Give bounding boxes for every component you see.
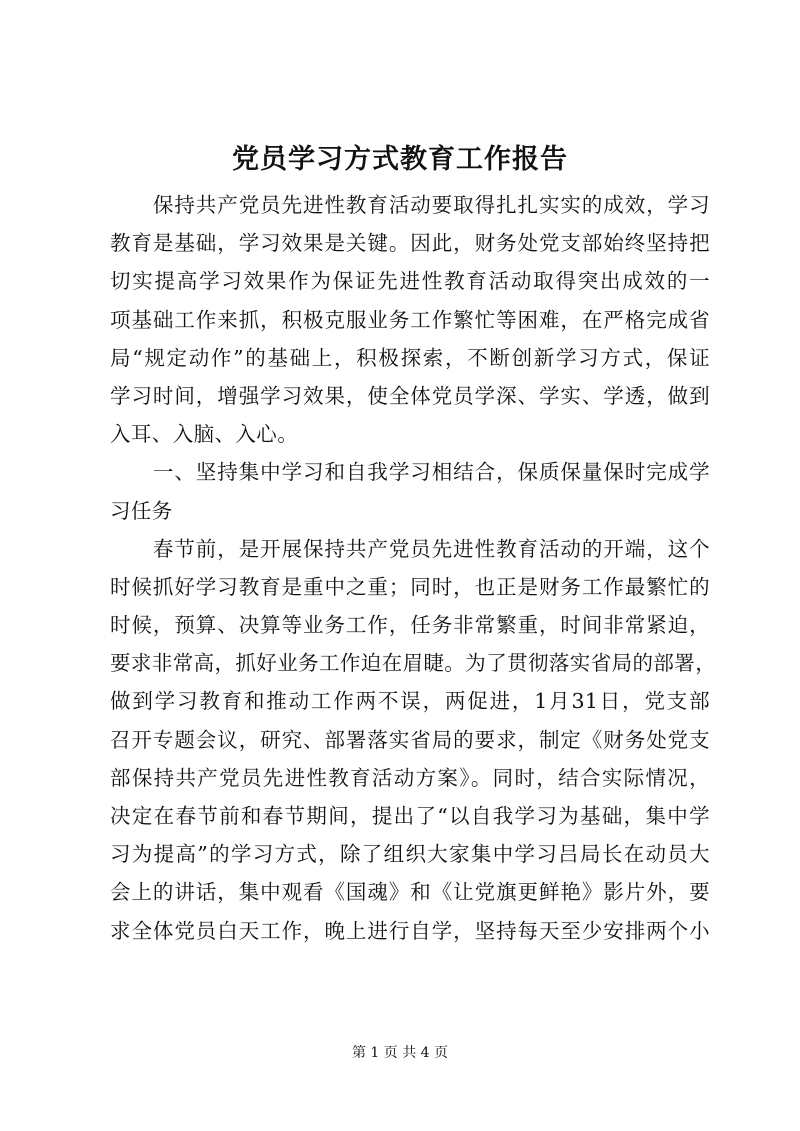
body-line: 项基础工作来抓，积极克服业务工作繁忙等困难，在严格完成省 [110,307,710,332]
body-line: 时候抓好学习教育是重中之重；同时，也正是财务工作最繁忙的 [110,574,710,599]
section-heading-line: 一、坚持集中学习和自我学习相结合，保质保量保时完成学 [110,460,710,485]
body-line: 春节前，是开展保持共产党员先进性教育活动的开端，这个 [110,536,710,561]
body-line: 保持共产党员先进性教育活动要取得扎扎实实的成效，学习 [110,193,710,217]
body-line: 部保持共产党员先进性教育活动方案》。同时，结合实际情况， [110,765,710,790]
document-body [110,186,717,950]
body-line: 学习时间，增强学习效果，使全体党员学深、学实、学透，做到 [110,383,710,408]
body-line: 求全体党员白天工作，晚上进行自学，坚持每天至少安排两个小 [110,918,710,943]
body-line: 切实提高学习效果作为保证先进性教育活动取得突出成效的一 [110,269,710,294]
body-line: 要求非常高，抓好业务工作迫在眉睫。为了贯彻落实省局的部署， [110,651,717,676]
body-line: 决定在春节前和春节期间，提出了“以自我学习为基础，集中学 [110,804,710,828]
page-footer: 第 1 页 共 4 页 [351,1045,449,1061]
body-line: 召开专题会议，研究、部署落实省局的要求，制定《财务处党支 [110,727,710,752]
body-line: 教育是基础，学习效果是关键。因此，财务处党支部始终坚持把 [110,231,710,256]
section-heading-line: 习任务 [110,498,173,523]
body-line: 局“规定动作”的基础上，积极探索，不断创新学习方式，保证 [110,345,710,370]
body-line: 时候，预算、决算等业务工作，任务非常繁重，时间非常紧迫， [110,613,710,638]
body-line: 会上的讲话，集中观看《国魂》和《让党旗更鲜艳》影片外，要 [110,880,710,905]
body-line: 习为提高”的学习方式，除了组织大家集中学习吕局长在动员大 [110,842,710,867]
body-line: 入耳、入脑、入心。 [110,422,299,447]
body-line: 做到学习教育和推动工作两不误，两促进，1月31日，党支部 [110,689,710,714]
document-title: 党员学习方式教育工作报告 [232,144,568,175]
